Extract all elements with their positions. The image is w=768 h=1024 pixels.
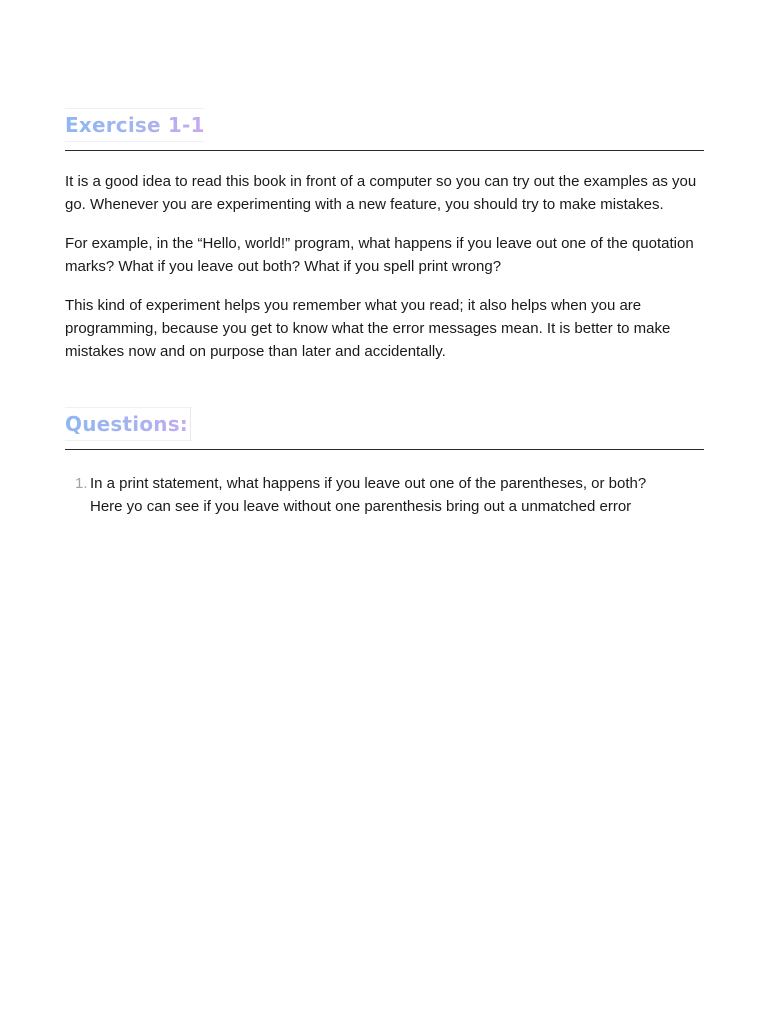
questions-heading-box <box>65 407 191 441</box>
answer-text: Here yo can see if you leave without one parenthesis bring out a unmatched error <box>90 498 632 515</box>
exercise-heading-box <box>65 108 205 142</box>
exercise-paragraph-1: It is a good idea to read this book in front of a computer so you can try out the examples as you go. Whenever you are experimenting with a new feature, you should try to make mistakes. <box>65 173 697 213</box>
exercise-divider <box>65 150 704 151</box>
list-item-number: 1. <box>75 475 88 492</box>
exercise-heading: Exercise 1-1 <box>65 113 205 137</box>
exercise-paragraph-2: For example, in the “Hello, world!” program, what happens if you leave out one of the quotation marks? What if you leave out both? What if you spell print wrong? <box>65 235 694 275</box>
list-item-body <box>90 472 704 518</box>
questions-list <box>65 472 704 518</box>
questions-divider <box>65 449 704 450</box>
document-page <box>65 108 704 518</box>
question-text: In a print statement, what happens if you leave out one of the parentheses, or both? <box>90 475 647 492</box>
questions-heading: Questions: <box>65 412 189 436</box>
exercise-paragraph-3: This kind of experiment helps you remember what you read; it also helps when you are programming, because you get to know what the error messages mean. It is better to make mistakes now and on purpose than later and accidentally. <box>65 297 671 360</box>
questions-section <box>65 407 704 518</box>
list-item <box>65 472 704 518</box>
